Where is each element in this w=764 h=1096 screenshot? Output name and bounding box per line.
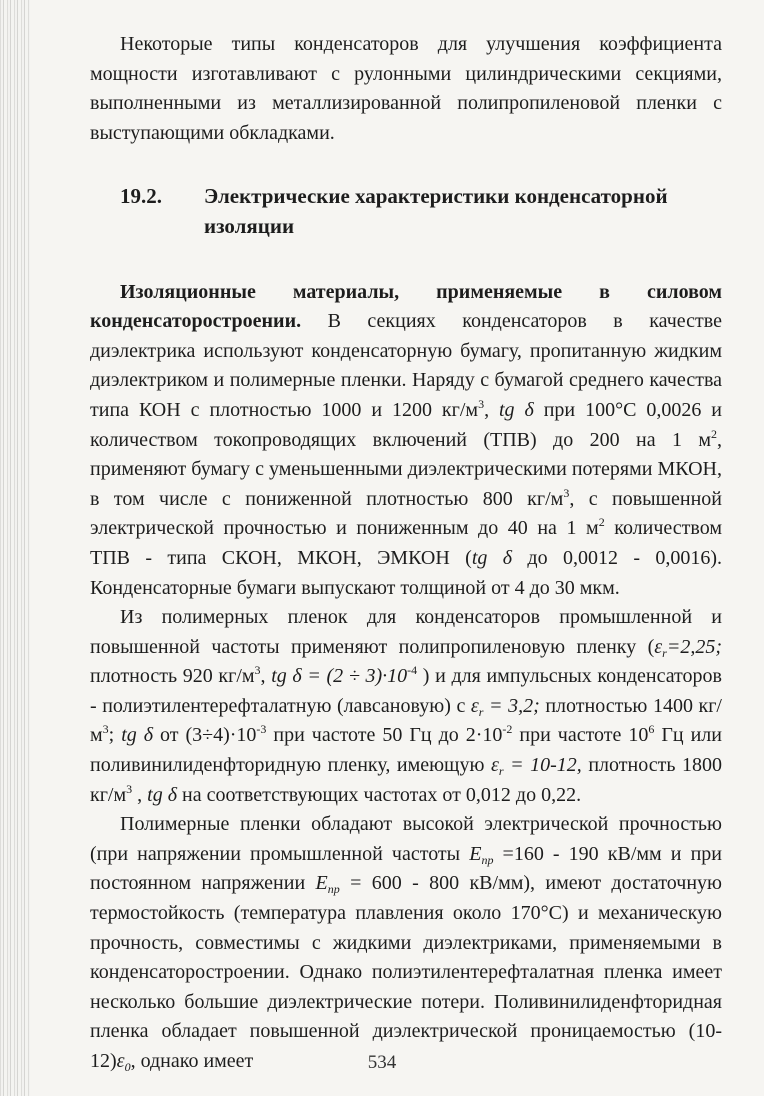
paragraph-intro: Некоторые типы конденсаторов для улучшения коэффициента мощности изготавливают с рулонными цилиндрическими секциями, выполненными из металлизированной полипропиленовой пленки с выступающими обкладками. bbox=[90, 33, 722, 144]
text-run: , bbox=[132, 783, 148, 806]
tg-delta: tg δ bbox=[471, 546, 513, 569]
text-run: , bbox=[260, 665, 272, 688]
permittivity-value: = 10-12, bbox=[503, 754, 582, 777]
text-run: при 100°С 0,0026 и количеством токопроводящих включений (ТПВ) до 200 на 1 м bbox=[90, 398, 722, 451]
superscript: 2 bbox=[598, 515, 605, 530]
page-body bbox=[90, 30, 722, 1077]
section-number: 19.2. bbox=[120, 184, 162, 209]
permittivity-value: = 3,2; bbox=[483, 694, 540, 717]
subscript: r bbox=[478, 704, 484, 719]
paragraph-insulation-materials bbox=[90, 278, 722, 604]
superscript: 2 bbox=[711, 426, 717, 441]
superscript: 3 bbox=[563, 485, 570, 500]
field-strength-symbol bbox=[315, 872, 340, 897]
subscript: пр bbox=[481, 852, 494, 867]
superscript: 3 bbox=[102, 722, 109, 737]
superscript: 3 bbox=[126, 781, 133, 796]
subscript: r bbox=[662, 645, 667, 660]
permittivity-symbol bbox=[471, 695, 540, 717]
text-run: при частоте 50 Гц до 2·10 bbox=[266, 724, 503, 747]
symbol-e: E bbox=[315, 872, 328, 895]
text-run: , однако имеет bbox=[130, 1050, 254, 1072]
tg-delta: tg δ bbox=[499, 398, 534, 421]
epsilon: ε bbox=[490, 754, 499, 777]
text-run: =160 - 190 кВ/мм и при постоянном напряжении bbox=[90, 842, 723, 895]
text-run: плотность 920 кг/м bbox=[90, 665, 255, 688]
superscript: -2 bbox=[502, 722, 513, 737]
paragraph-lead: Изоляционные материалы, применяемые в силовом конденсаторостроении. bbox=[90, 280, 722, 333]
field-strength-symbol bbox=[469, 843, 493, 865]
permittivity-value: =2,25; bbox=[666, 635, 722, 658]
superscript: 3 bbox=[254, 663, 261, 678]
superscript: 3 bbox=[478, 396, 485, 411]
subscript: r bbox=[498, 764, 504, 779]
superscript: -3 bbox=[256, 722, 267, 737]
tg-delta: tg δ = (2 ÷ 3)·10 bbox=[271, 665, 408, 688]
epsilon: ε bbox=[116, 1050, 125, 1072]
superscript: 6 bbox=[648, 722, 655, 737]
text-run: , с повышенной электрической прочностью и пониженным до 40 на 1 м bbox=[90, 487, 722, 540]
epsilon: ε bbox=[654, 635, 663, 658]
subscript: 0 bbox=[124, 1060, 131, 1074]
text-run: = 600 - 800 кВ/мм), имеют достаточную термостойкость (температура плавления около 170°С) и механическую прочность, совместимы с жидкими диэлектриками, применяемыми в конденсаторостроении. Однако полиэтилентерефталатная пленка имеет несколько большие диэлектрические потери. Поливинилиденфторидная пленка обладает повышенной диэлектрической проницаемостью (10-12) bbox=[90, 872, 722, 1072]
tg-delta: tg δ bbox=[121, 724, 154, 747]
epsilon: ε bbox=[470, 694, 479, 717]
text-run: ; bbox=[108, 724, 122, 747]
text-run: до 0,0012 - 0,0016). Конденсаторные бумаги выпускают толщиной от 4 до 30 мкм. bbox=[90, 546, 722, 599]
text-run: плотность 1800 кг/м bbox=[90, 754, 722, 806]
text-run: на соответствующих частотах от 0,012 до 0,22. bbox=[177, 783, 582, 806]
text-run: плотностью 1400 кг/м bbox=[90, 694, 722, 747]
text-run: ) и для импульсных конденсаторов - полиэтилентерефталатную (лавсановую) с bbox=[90, 665, 722, 717]
subscript: пр bbox=[327, 882, 340, 897]
superscript: -4 bbox=[407, 663, 418, 678]
text-run: от (3÷4)·10 bbox=[153, 724, 257, 747]
symbol-e: E bbox=[469, 842, 482, 865]
text-run: Из полимерных пленок для конденсаторов промышленной и повышенной частоты применяют полипропиленовую пленку ( bbox=[90, 606, 722, 658]
section-title: Электрические характеристики конденсаторной изоляции bbox=[204, 184, 668, 238]
permittivity-symbol bbox=[490, 754, 582, 779]
text-run: В секциях конденсаторов в качестве диэлектрика используют конденсаторную бумагу, пропитанную жидким диэлектриком и полимерные пленки. Наряду с бумагой среднего качества типа КОН с плотностью 1000 и 1200 кг/м bbox=[90, 310, 722, 421]
tg-delta: tg δ bbox=[147, 783, 177, 806]
text-run: Полимерные пленки обладают высокой электрической прочностью (при напряжении промышленной частоты bbox=[90, 813, 722, 865]
paragraph-polymer-films bbox=[90, 603, 722, 810]
permittivity-symbol bbox=[654, 636, 722, 658]
text-run: количеством ТПВ - типа СКОН, МКОН, ЭМКОН ( bbox=[90, 517, 722, 569]
text-run: , применяют бумагу с уменьшенными диэлектрическими потерями МКОН, в том числе с пониженной плотностью 800 кг/м bbox=[90, 428, 722, 510]
paragraph-film-properties bbox=[90, 810, 722, 1076]
text-run: , bbox=[484, 398, 499, 421]
text-run: Гц или поливинилиденфторидную пленку, имеющую bbox=[90, 724, 722, 777]
section-heading bbox=[90, 182, 722, 241]
text-run: при частоте 10 bbox=[512, 724, 649, 747]
binding-edge bbox=[0, 0, 30, 1096]
page-number: 534 bbox=[367, 1052, 397, 1073]
